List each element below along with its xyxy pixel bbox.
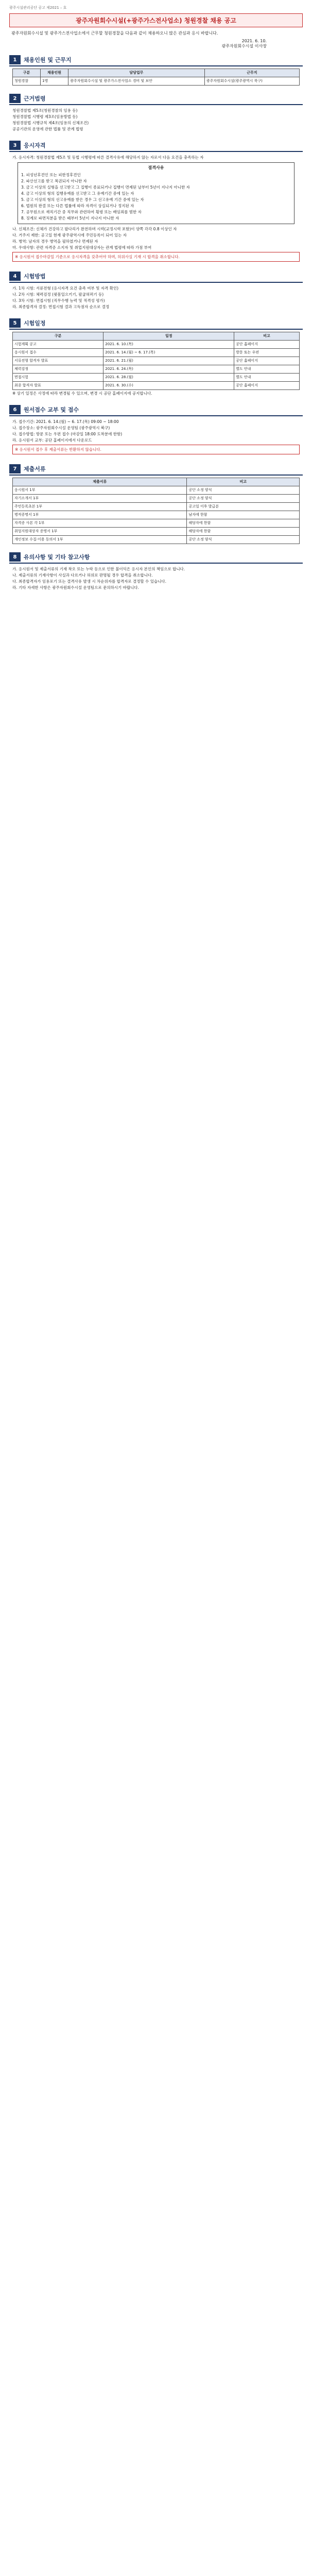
section-header <box>9 270 303 283</box>
list-item: 4. 금고 이상의 형의 집행유예를 선고받고 그 유예기간 중에 있는 자 <box>21 191 134 196</box>
section-header <box>9 551 303 564</box>
table-cell: 시험계획 공고 <box>13 341 103 349</box>
section-qualifications <box>9 140 303 265</box>
table-row <box>13 511 300 519</box>
table-header: 구분 <box>13 332 103 341</box>
table-cell: 2021. 6. 21.(월) <box>103 357 234 365</box>
section-title: 유의사항 및 기타 참고사항 <box>24 554 90 561</box>
table-row <box>13 495 300 503</box>
list-item: 청원경찰법 시행령 제3조(임용방법 등) <box>12 114 78 119</box>
table-row <box>13 357 300 365</box>
table-cell: 응시원서 접수 <box>13 349 103 357</box>
table-cell: 1명 <box>41 77 68 86</box>
list-item: 나. 2차 시험: 체력검정 (윗몸일으키기, 팔굽혀펴기 등) <box>12 292 104 297</box>
list-item: 다. 3차 시험: 면접시험 (직무수행 능력 및 적격성 평가) <box>12 298 105 303</box>
list-item: 7. 공무원으로 재직기간 중 직무와 관련하여 횡령 또는 배임죄를 범한 자 <box>21 210 142 214</box>
list-item: 라. 최종합격자 결정: 면접시험 결과 고득점자 순으로 결정 <box>12 304 110 309</box>
list-item: 3. 금고 이상의 실형을 선고받고 그 집행이 종료되거나 집행이 면제된 날부터 5년이 지나지 아니한 자 <box>21 185 190 190</box>
section-laws <box>9 93 303 134</box>
list-item: 나. 제출서류의 기재사항이 사실과 다르거나 허위로 판명될 경우 합격을 취소합니다. <box>12 573 153 578</box>
section-header <box>9 317 303 330</box>
list-item: 5. 금고 이상의 형의 선고유예를 받은 경우 그 선고유예 기간 중에 있는 자 <box>21 197 144 202</box>
section-positions <box>9 54 303 88</box>
table-row <box>13 519 300 528</box>
table-cell: 광주자원회수시설(광주광역시 북구) <box>204 77 299 86</box>
section-application <box>9 404 303 458</box>
list-item: 1. 피성년후견인 또는 피한정후견인 <box>21 173 81 177</box>
list-item: 다. 거주지 제한: 공고일 현재 광주광역시에 주민등록이 되어 있는 자 <box>12 233 127 238</box>
table-cell: 청원경찰 <box>13 77 41 86</box>
table-header: 일정 <box>103 332 234 341</box>
disqualification-box <box>18 162 294 224</box>
table-cell: 남자에 한함 <box>187 511 300 519</box>
table-cell: 면접시험 <box>13 374 103 382</box>
table-row <box>13 341 300 349</box>
table-header: 제출서류 <box>13 478 187 486</box>
table-row <box>13 365 300 374</box>
table-row <box>13 503 300 511</box>
section-schedule <box>9 317 303 399</box>
table-cell: 해당자에 한함 <box>187 528 300 536</box>
section-number: 3 <box>9 141 21 150</box>
list-item: 다. 접수방법: 방문 또는 우편 접수 (마감일 18:00 도착분에 한함) <box>12 432 123 436</box>
table-row <box>13 528 300 536</box>
list-item: 라. 기타 자세한 사항은 광주자원회수시설 운영팀으로 문의하시기 바랍니다. <box>12 585 140 590</box>
list-item: 청원경찰법 제5조(청원경찰의 임용 등) <box>12 108 78 113</box>
list-item: 라. 병역: 남자의 경우 병역을 필하였거나 면제된 자 <box>12 239 98 244</box>
table-cell: 해당자에 한함 <box>187 519 300 528</box>
list-item: 청원경찰법 시행규칙 제4조(임용의 신체조건) <box>12 121 89 125</box>
list-item: 가. 응시원서 및 제출서류의 기재 착오 또는 누락 등으로 인한 불이익은 응시자 본인의 책임으로 합니다. <box>12 567 185 571</box>
section-title: 시험방법 <box>24 273 46 280</box>
warning-note: ※ 응시원서 접수 후 제출서류는 반환하지 않습니다. <box>12 445 300 454</box>
table-cell: 공단 홈페이지 <box>234 382 300 390</box>
section-title: 응시자격 <box>24 142 46 149</box>
table-cell: 자격증 사본 각 1부 <box>13 519 187 528</box>
section-header <box>9 93 303 105</box>
list-item: 2. 파산선고를 받고 복권되지 아니한 자 <box>21 179 87 183</box>
section-notes <box>9 551 303 593</box>
page-title: 광주자원회수시설(+광주가스전사업소) 청원경찰 채용 공고 <box>76 17 236 24</box>
table-cell: 방문 또는 우편 <box>234 349 300 357</box>
section-header <box>9 463 303 476</box>
list-item: 나. 신체조건: 신체가 건강하고 팔다리가 완전하며 시력(교정시력 포함)이 양쪽 각각 0.8 이상인 자 <box>12 227 177 231</box>
table-cell: 별도 안내 <box>234 374 300 382</box>
table-cell: 개인정보 수집·이용 동의서 1부 <box>13 536 187 544</box>
section-title: 채용인원 및 근무지 <box>24 57 72 63</box>
table-cell: 자기소개서 1부 <box>13 495 187 503</box>
table-cell: 2021. 6. 28.(월) <box>103 374 234 382</box>
section-number: 6 <box>9 405 21 414</box>
table-cell: 공단 홈페이지 <box>234 341 300 349</box>
table-cell: 2021. 6. 10.(목) <box>103 341 234 349</box>
table-cell: 공고일 이후 발급분 <box>187 503 300 511</box>
table-row <box>13 382 300 390</box>
list-item: 나. 접수장소: 광주자원회수시설 운영팀 (광주광역시 북구) <box>12 426 110 430</box>
list-item: 공공기관의 운영에 관한 법률 및 관계 법령 <box>12 127 83 131</box>
documents-table <box>12 478 300 544</box>
section-title: 근거법령 <box>24 95 46 102</box>
list-item: 라. 응시원서 교부: 공단 홈페이지에서 다운로드 <box>12 438 92 443</box>
section-header <box>9 54 303 66</box>
table-cell: 서류전형 합격자 발표 <box>13 357 103 365</box>
table-row <box>13 486 300 495</box>
table-row <box>13 374 300 382</box>
title-banner <box>9 13 303 27</box>
notice-number: 광주시설관리공단 공고 제2021 – 호 <box>9 6 67 10</box>
schedule-note: ※ 상기 일정은 사정에 따라 변경될 수 있으며, 변경 시 공단 홈페이지에 공지합니다. <box>12 391 152 396</box>
schedule-table <box>12 332 300 390</box>
qualification-intro: 가. 응시자격: 청원경찰법 제5조 및 동법 시행령에 따른 결격사유에 해당하지 않는 자로서 다음 요건을 충족하는 자 <box>12 155 204 160</box>
table-cell: 공단 소정 양식 <box>187 486 300 495</box>
table-cell: 최종 합격자 발표 <box>13 382 103 390</box>
table-header: 채용인원 <box>41 69 68 77</box>
section-header <box>9 404 303 416</box>
table-row <box>13 77 300 86</box>
table-cell: 공단 소정 양식 <box>187 536 300 544</box>
table-header: 근무지 <box>204 69 299 77</box>
table-header: 비고 <box>234 332 300 341</box>
warning-note: ※ 응시원서 접수마감일 기준으로 응시자격을 갖추어야 하며, 허위사실 기재 시 합격을 취소합니다. <box>12 252 300 262</box>
list-item: 6. 법원의 판결 또는 다른 법률에 따라 자격이 상실되거나 정지된 자 <box>21 204 134 208</box>
table-header: 구분 <box>13 69 41 77</box>
table-cell: 취업지원대상자 증명서 1부 <box>13 528 187 536</box>
table-cell: 체력검정 <box>13 365 103 374</box>
issuing-org: 광주자원회수시설 이사장 <box>221 44 267 48</box>
table-header: 담당업무 <box>68 69 205 77</box>
section-number: 4 <box>9 272 21 281</box>
table-cell: 2021. 6. 24.(목) <box>103 365 234 374</box>
table-row <box>13 536 300 544</box>
list-item: 다. 최종합격자가 임용포기 또는 결격사유 발생 시 차순위자를 합격자로 결정할 수 있습니다. <box>12 579 167 584</box>
table-cell: 병적증명서 1부 <box>13 511 187 519</box>
section-title: 시험일정 <box>24 320 46 327</box>
list-item: 마. 우대사항: 관련 자격증 소지자 및 취업지원대상자는 관계 법령에 따라 가점 부여 <box>12 245 152 250</box>
table-cell: 공단 소정 양식 <box>187 495 300 503</box>
table-cell: 2021. 6. 30.(수) <box>103 382 234 390</box>
section-number: 5 <box>9 318 21 328</box>
section-title: 제출서류 <box>24 466 46 472</box>
table-cell: 광주자원회수시설 및 광주가스전사업소 경비 및 보안 <box>68 77 205 86</box>
section-exam <box>9 270 303 312</box>
positions-table <box>12 69 300 86</box>
section-number: 7 <box>9 464 21 473</box>
table-header: 비고 <box>187 478 300 486</box>
table-cell: 별도 안내 <box>234 365 300 374</box>
table-cell: 주민등록초본 1부 <box>13 503 187 511</box>
table-cell: 2021. 6. 14.(월) ~ 6. 17.(목) <box>103 349 234 357</box>
list-item: 가. 접수기간: 2021. 6. 14.(월) ~ 6. 17.(목) 09:00 ~ 18:00 <box>12 419 119 424</box>
intro-text: 광주자원회수시설 및 광주가스전사업소에서 근무할 청원경찰을 다음과 같이 채용하오니 많은 관심과 응시 바랍니다. <box>11 31 218 36</box>
list-item: 가. 1차 시험: 서류전형 (응시자격 요건 충족 여부 및 자격 확인) <box>12 286 119 291</box>
table-cell: 응시원서 1부 <box>13 486 187 495</box>
notice-date: 2021. 6. 10. <box>241 39 267 43</box>
section-number: 8 <box>9 552 21 562</box>
section-number: 2 <box>9 94 21 103</box>
table-cell: 공단 홈페이지 <box>234 357 300 365</box>
section-documents <box>9 463 303 546</box>
section-title: 원서접수 교부 및 접수 <box>24 406 79 413</box>
table-row <box>13 349 300 357</box>
list-item: 8. 징계로 파면처분을 받은 때부터 5년이 지나지 아니한 자 <box>21 216 119 221</box>
box-title: 결격사유 <box>148 165 164 170</box>
section-header <box>9 140 303 152</box>
section-number: 1 <box>9 55 21 64</box>
